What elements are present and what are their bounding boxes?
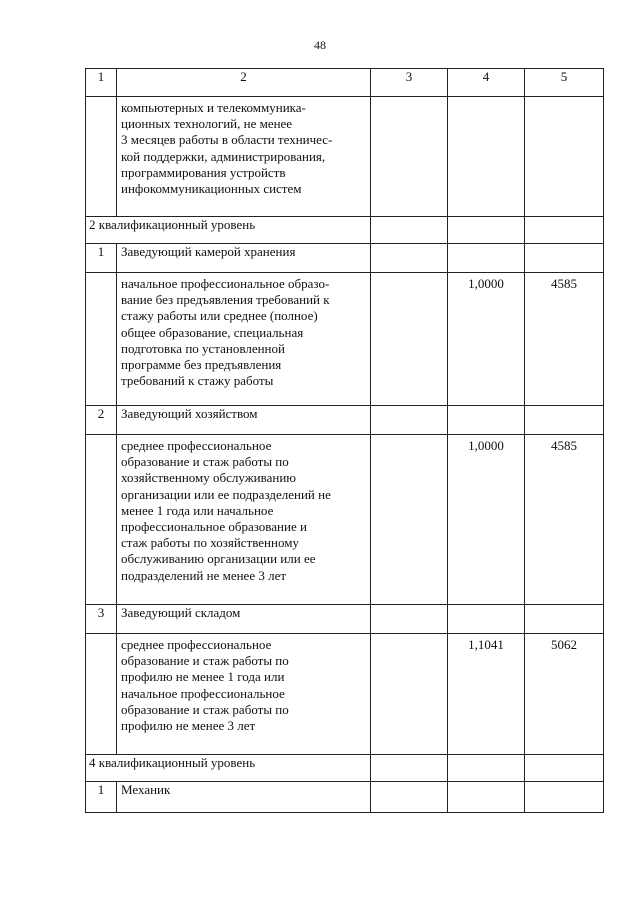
empty-cell [371,244,448,273]
empty-cell [371,97,448,217]
qualification-level-title: 2 квалификационный уровень [86,217,371,244]
empty-cell [371,406,448,435]
qualification-level-row [86,217,604,244]
empty-cell [448,97,525,217]
salary-value: 4585 [525,435,604,605]
requirements-row [86,273,604,406]
empty-cell [448,217,525,244]
salary-value: 4585 [525,273,604,406]
position-title: Заведующий складом [117,605,371,634]
empty-cell [525,755,604,782]
qualification-level-row [86,755,604,782]
position-number: 3 [86,605,117,634]
column-header: 5 [525,69,604,97]
table-row [86,97,604,217]
empty-cell [525,244,604,273]
empty-cell [525,217,604,244]
position-number: 2 [86,406,117,435]
position-title: Заведующий камерой хранения [117,244,371,273]
empty-cell [525,605,604,634]
empty-cell [448,605,525,634]
position-number: 1 [86,782,117,813]
requirements-text: начальное профессиональное образо- вание без предъявления требований к стажу работы или среднее (полное) общее образование, специальная подготовка по установленной программе без предъявления требований к стажу работы [117,273,371,406]
position-title: Механик [117,782,371,813]
empty-cell [371,435,448,605]
empty-cell [448,755,525,782]
position-number: 1 [86,244,117,273]
position-row [86,244,604,273]
empty-cell [525,406,604,435]
empty-cell [86,634,117,755]
table-header-row [86,69,604,97]
empty-cell [525,97,604,217]
empty-cell [86,273,117,406]
requirements-text: среднее профессиональное образование и стаж работы по профилю не менее 1 года или начальное профессиональное образование и стаж работы по профилю не менее 3 лет [117,634,371,755]
empty-cell [371,217,448,244]
empty-cell [448,406,525,435]
column-header: 3 [371,69,448,97]
qualification-table [85,68,604,813]
position-row [86,605,604,634]
coefficient-value: 1,1041 [448,634,525,755]
column-header: 2 [117,69,371,97]
empty-cell [371,782,448,813]
column-header: 1 [86,69,117,97]
page-number: 48 [314,38,326,52]
salary-value: 5062 [525,634,604,755]
position-row [86,406,604,435]
requirements-text: среднее профессиональное образование и стаж работы по хозяйственному обслуживанию организации или ее подразделений не менее 1 года или начальное профессиональное образование и стаж работы по хозяйственному обслуживанию организации или ее подразделений не менее 3 лет [117,435,371,605]
requirements-row [86,634,604,755]
coefficient-value: 1,0000 [448,435,525,605]
empty-cell [371,634,448,755]
requirements-row [86,435,604,605]
empty-cell [448,244,525,273]
empty-cell [525,782,604,813]
position-row [86,782,604,813]
empty-cell [86,435,117,605]
requirements-text: компьютерных и телекоммуника- ционных технологий, не менее 3 месяцев работы в области техничес- кой поддержки, администрирования, программирования устройств инфокоммуникационных систем [117,97,371,217]
empty-cell [371,605,448,634]
empty-cell [371,755,448,782]
column-header: 4 [448,69,525,97]
empty-cell [86,97,117,217]
empty-cell [371,273,448,406]
empty-cell [448,782,525,813]
coefficient-value: 1,0000 [448,273,525,406]
position-title: Заведующий хозяйством [117,406,371,435]
qualification-level-title: 4 квалификационный уровень [86,755,371,782]
